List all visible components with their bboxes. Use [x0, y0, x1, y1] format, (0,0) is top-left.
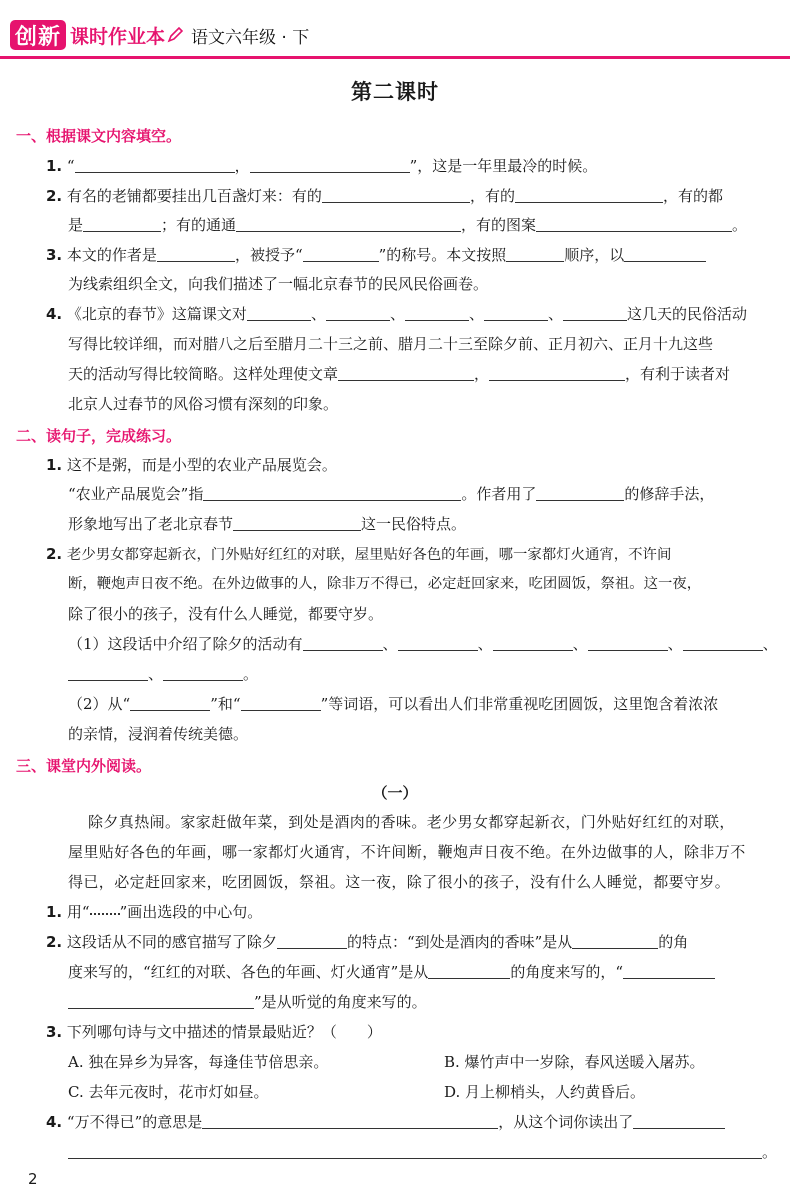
answer-blank[interactable]: [163, 664, 243, 681]
answer-blank[interactable]: [563, 304, 627, 321]
answer-blank[interactable]: [515, 186, 663, 203]
section-3-heading: 三、课堂内外阅读。: [16, 757, 152, 775]
answer-blank[interactable]: [338, 364, 474, 381]
text: 是: [68, 216, 84, 234]
grade-label: 语文六年级 · 下: [191, 27, 310, 48]
question-number: 2.: [46, 187, 63, 205]
s3-question-4: [46, 1112, 725, 1132]
s1-question-2: [46, 186, 723, 206]
brand-logo: [10, 20, 66, 50]
answer-blank[interactable]: [247, 304, 311, 321]
answer-blank[interactable]: [506, 245, 564, 262]
answer-blank[interactable]: [157, 245, 235, 262]
s3-question-2-cont1: [68, 962, 715, 982]
text: 这段话从不同的感官描写了除夕: [66, 933, 277, 951]
page-number: 2: [28, 1170, 38, 1188]
s1-question-2-cont: [68, 215, 747, 235]
text: 《北京的春节》这篇课文对: [66, 305, 247, 323]
answer-blank[interactable]: [493, 634, 573, 651]
s2-subquestion-2: [68, 694, 718, 714]
answer-blank[interactable]: [536, 484, 624, 501]
text: ，从这个词你读出了: [498, 1113, 634, 1131]
s2-question-2-line2: 断，鞭炮声日夜不绝。在外边做事的人，除非万不得已，必定赶回家来，吃团圆饭，祭祖。这一夜，: [68, 576, 702, 592]
text: 度来写的，“红红的对联、各色的年画、灯火通宵”是从: [68, 963, 429, 981]
answer-blank[interactable]: [68, 992, 254, 1009]
s1-question-1: [46, 156, 597, 176]
question-number: 4.: [46, 305, 63, 323]
s1-question-4-cont1: [68, 334, 713, 354]
text: 的特点：“到处是酒肉的香味”是从: [346, 933, 573, 951]
text: 为线索组织全文，向我们描述了一幅北京春节的民风民俗画卷。: [68, 275, 489, 293]
passage-part-title: （一）: [372, 784, 418, 802]
text: ，有的都: [662, 187, 723, 205]
question-number: 1.: [46, 157, 63, 175]
answer-blank[interactable]: [484, 304, 548, 321]
answer-blank[interactable]: [633, 1112, 725, 1129]
question-number: 2.: [46, 545, 63, 563]
text: 这不是粥，而是小型的农业产品展览会。: [66, 456, 337, 474]
text: 、: [477, 635, 493, 653]
option-a[interactable]: A. 独在异乡为异客，每逢佳节倍思亲。: [68, 1053, 329, 1071]
answer-blank[interactable]: [250, 156, 410, 173]
text: 。作者用了: [461, 485, 537, 503]
text: ，: [234, 157, 250, 175]
answer-blank[interactable]: [398, 634, 478, 651]
text: 、: [389, 305, 405, 323]
answer-blank[interactable]: [588, 634, 668, 651]
text: 老少男女都穿起新衣，门外贴好红红的对联，屋里贴好各色的年画，哪一家都灯火通宵，不许间: [66, 547, 672, 563]
text: 的角度来写的，“: [510, 963, 624, 981]
text: 。: [732, 216, 748, 234]
answer-blank[interactable]: [75, 156, 235, 173]
text: 下列哪句诗与文中描述的情景最贴近？（ ）: [66, 1023, 382, 1041]
book-header: [10, 18, 309, 52]
text: “: [66, 157, 75, 175]
text: 、: [547, 305, 563, 323]
text: ；有的通通: [161, 216, 237, 234]
s3-question-3: [46, 1022, 382, 1042]
text: 、: [148, 665, 164, 683]
answer-blank[interactable]: [202, 1112, 498, 1129]
text: 。: [762, 1143, 778, 1161]
answer-blank[interactable]: [536, 215, 732, 232]
text: 北京人过春节的风俗习惯有深刻的印象。: [68, 395, 339, 413]
answer-blank[interactable]: [236, 215, 461, 232]
answer-blank[interactable]: [203, 484, 461, 501]
question-number: 4.: [46, 1113, 63, 1131]
option-c[interactable]: C. 去年元夜时，花市灯如昼。: [68, 1083, 269, 1101]
s2-question-2: [46, 544, 671, 565]
text: “农业产品展览会”指: [68, 485, 204, 503]
brand-main-text: 创新: [15, 24, 62, 50]
text: 顺序，以: [564, 246, 625, 264]
s1-question-4-cont3: [68, 394, 338, 414]
text: ，: [474, 365, 490, 383]
question-number: 3.: [46, 1023, 63, 1041]
section-2-heading: 二、读句子，完成练习。: [16, 427, 182, 445]
passage-line-2: 屋里贴好各色的年画，哪一家都灯火通宵，不许间断，鞭炮声日夜不绝。在外边做事的人，除非万不: [68, 843, 746, 861]
answer-blank[interactable]: [572, 932, 658, 949]
answer-blank[interactable]: [277, 932, 347, 949]
answer-blank[interactable]: [241, 694, 321, 711]
lesson-title: 第二课时: [351, 80, 439, 104]
s2-question-2-line3: 除了很小的孩子，没有什么人睡觉，都要守岁。: [68, 605, 384, 623]
answer-blank[interactable]: [322, 186, 470, 203]
text: 、: [468, 305, 484, 323]
brand-sub-text: 课时作业本: [70, 25, 166, 48]
header-divider: [0, 56, 790, 59]
s2-subquestion-1-cont: [68, 664, 258, 684]
answer-blank[interactable]: [68, 1142, 762, 1159]
option-b[interactable]: B. 爆竹声中一岁除，春风送暖入屠苏。: [444, 1053, 705, 1071]
text: ”是从听觉的角度来写的。: [254, 993, 427, 1011]
text: 的修辞手法，: [624, 485, 715, 503]
text: 、: [382, 635, 398, 653]
text: 天的活动写得比较简略。这样处理使文章: [68, 365, 339, 383]
s2-question-1-cont2: [68, 514, 466, 534]
text: ，有的图案: [461, 216, 537, 234]
pencil-icon: [167, 27, 183, 43]
text: ”画出选段的中心句。: [119, 903, 263, 921]
answer-blank[interactable]: [405, 304, 469, 321]
text: 。: [243, 665, 259, 683]
question-number: 2.: [46, 933, 63, 951]
answer-blank[interactable]: [83, 215, 161, 232]
text: 本文的作者是: [66, 246, 157, 264]
text: 用“: [66, 903, 90, 921]
text: 、: [667, 635, 683, 653]
text: 、: [310, 305, 326, 323]
answer-blank[interactable]: [326, 304, 390, 321]
option-d[interactable]: D. 月上柳梢头，人约黄昏后。: [444, 1083, 646, 1101]
s3-question-2-cont2: [68, 992, 427, 1012]
answer-blank[interactable]: [683, 634, 763, 651]
question-number: 1.: [46, 903, 63, 921]
s2-subquestion-1: [68, 634, 778, 654]
s3-question-1: [46, 902, 262, 922]
text: 这几天的民俗活动: [627, 305, 748, 323]
answer-blank[interactable]: [623, 962, 715, 979]
passage-line-3: 得已，必定赶回家来，吃团圆饭，祭祖。这一夜，除了很小的孩子，没有什么人睡觉，都要守岁。: [68, 873, 731, 891]
text: （2）从“: [68, 695, 131, 713]
text: 、: [572, 635, 588, 653]
s2-question-1: [46, 455, 337, 475]
s2-question-1-cont1: [68, 484, 714, 504]
text: ”和“: [210, 695, 241, 713]
s3-question-4-cont: [68, 1142, 777, 1162]
section-1-heading: 一、根据课文内容填空。: [16, 127, 182, 145]
s2-subquestion-2-cont: 的亲情，浸润着传统美德。: [68, 725, 249, 743]
text: ，被授予“: [234, 246, 303, 264]
text: （1）这段话中介绍了除夕的活动有: [68, 635, 303, 653]
answer-blank[interactable]: [624, 245, 706, 262]
answer-blank[interactable]: [68, 664, 148, 681]
s1-question-3-cont: [68, 274, 488, 294]
text: 有名的老铺都要挂出几百盏灯来：有的: [66, 187, 322, 205]
answer-blank[interactable]: [428, 962, 510, 979]
text: ”等词语，可以看出人们非常重视吃团圆饭，这里饱含着浓浓: [320, 695, 719, 713]
text: 形象地写出了老北京春节: [68, 515, 234, 533]
text: ，有的: [469, 187, 515, 205]
s1-question-3: [46, 245, 706, 265]
text: ”，这是一年里最冷的时候。: [409, 157, 598, 175]
s1-question-4-cont2: [68, 364, 730, 384]
answer-blank[interactable]: [303, 634, 383, 651]
s3-question-2: [46, 932, 688, 952]
s1-question-4: [46, 304, 747, 324]
answer-blank[interactable]: [233, 514, 361, 531]
answer-blank[interactable]: [130, 694, 210, 711]
text: ”的称号。本文按照: [378, 246, 507, 264]
question-number: 3.: [46, 246, 63, 264]
answer-blank[interactable]: [489, 364, 625, 381]
answer-blank[interactable]: [303, 245, 379, 262]
text: 、: [762, 635, 778, 653]
text: 的角: [658, 933, 689, 951]
wavy-line-icon: [90, 903, 120, 915]
text: 写得比较详细，而对腊八之后至腊月二十三之前、腊月二十三至除夕前、正月初六、正月十九这些: [68, 335, 714, 353]
text: 这一民俗特点。: [361, 515, 467, 533]
question-number: 1.: [46, 456, 63, 474]
passage-line-1: 除夕真热闹。家家赶做年菜，到处是酒肉的香味。老少男女都穿起新衣，门外贴好红红的对联，: [88, 813, 735, 831]
text: ，有利于读者对: [625, 365, 731, 383]
text: “万不得已”的意思是: [66, 1113, 203, 1131]
